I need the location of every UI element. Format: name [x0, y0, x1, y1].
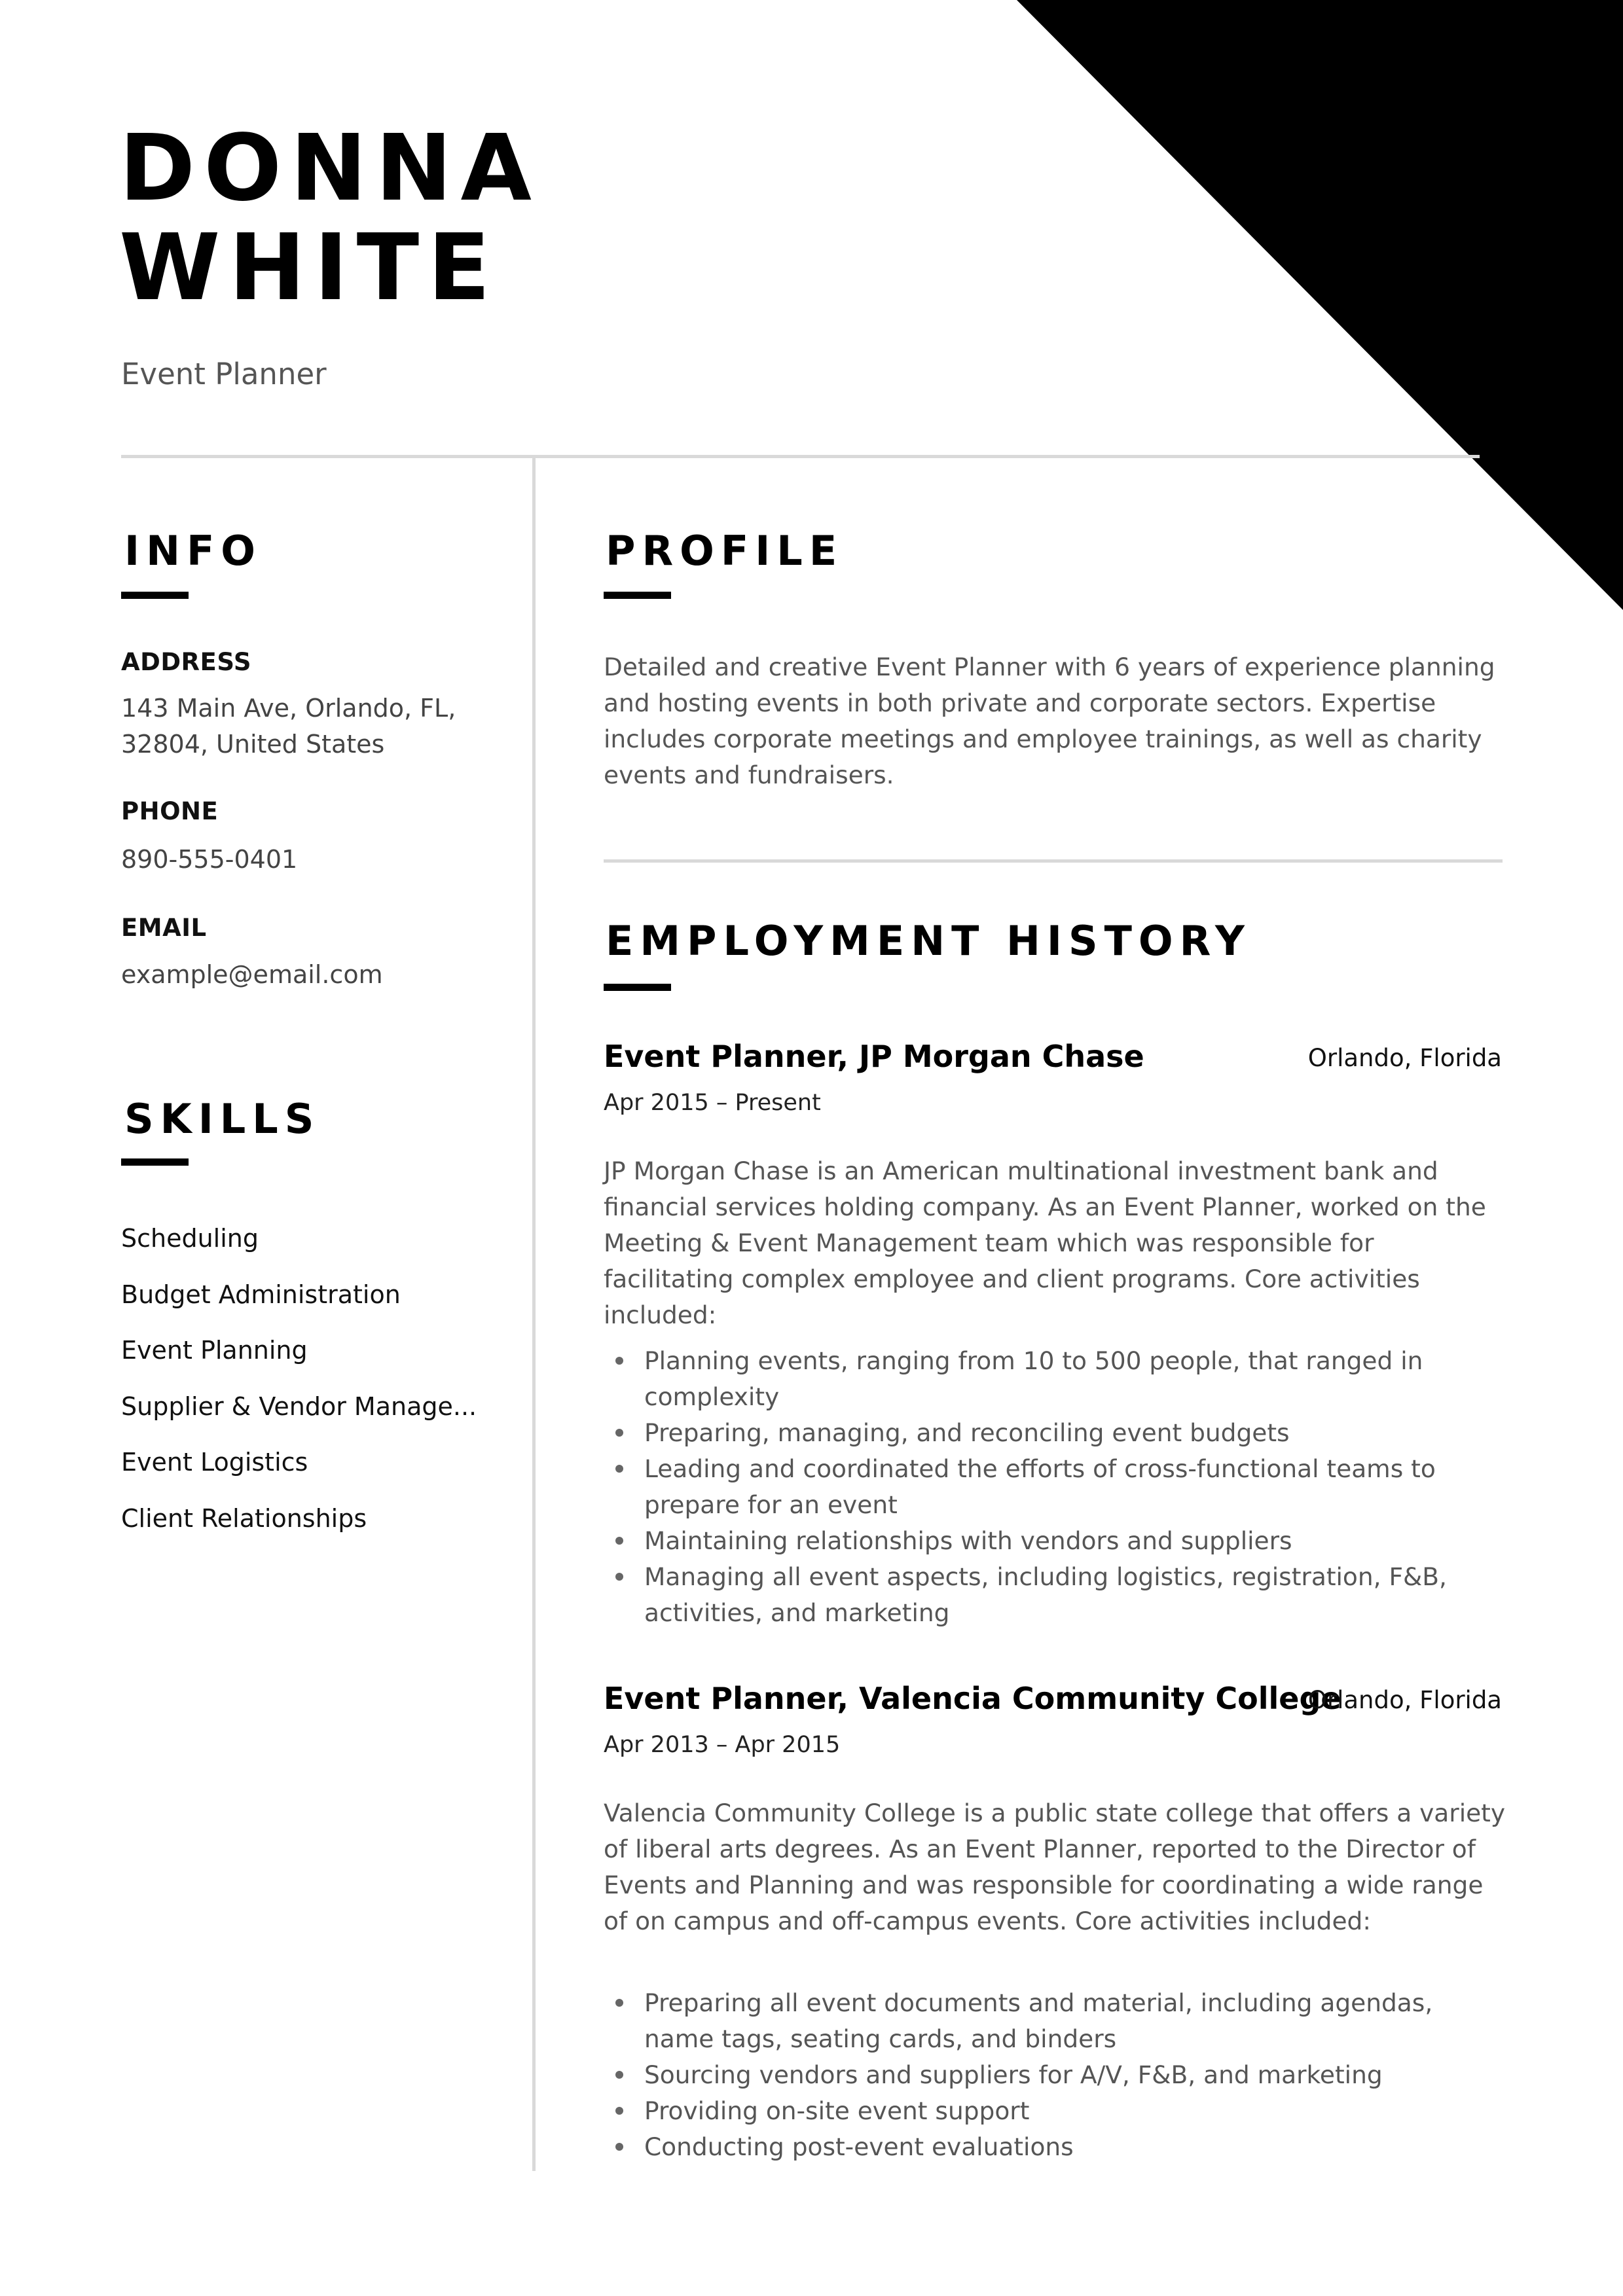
- job-title: Event Planner: [121, 357, 327, 391]
- bullet-icon: [615, 2071, 623, 2079]
- job-location: Orlando, Florida: [1307, 1686, 1502, 1714]
- job-description: Valencia Community College is a public state college that offers a variety of liberal arts degrees. As an Event Planner, reported to the Director of Events and Planning and was responsible for coordinating a wide range of on campus and off-campus events. Core activities included:: [604, 1799, 1506, 1935]
- bullet-text: Preparing, managing, and reconciling event budgets: [644, 1418, 1290, 1447]
- bullet-icon: [615, 1465, 623, 1473]
- header-divider: [121, 455, 1480, 458]
- bullet-icon: [615, 1429, 623, 1437]
- info-heading: INFO: [124, 527, 263, 575]
- bullet-icon: [615, 1357, 623, 1365]
- job-bullet: [604, 1523, 1507, 1559]
- bullet-text: Preparing all event documents and material, including agendas, name tags, seating cards, and binders: [644, 1988, 1433, 2053]
- bullet-text: Sourcing vendors and suppliers for A/V, F&B, and marketing: [644, 2060, 1383, 2089]
- profile-divider: [604, 859, 1503, 863]
- job-description: JP Morgan Chase is an American multinational investment bank and financial services holding company. As an Event Planner, worked on the Meeting & Event Management team which was responsible for facilitating complex employee and client programs. Core activities included:: [604, 1157, 1486, 1329]
- job-position: Event Planner, JP Morgan Chase: [604, 1039, 1144, 1074]
- job-bullet: [604, 1985, 1507, 2057]
- column-divider: [532, 458, 536, 2171]
- job-bullets: [604, 1343, 1507, 1631]
- bullet-text: Conducting post-event evaluations: [644, 2132, 1074, 2161]
- employment-heading-underline: [604, 984, 671, 991]
- last-name: WHITE: [119, 215, 499, 321]
- skill-item: Supplier & Vendor Manage...: [121, 1391, 477, 1421]
- bullet-text: Maintaining relationships with vendors and suppliers: [644, 1526, 1292, 1555]
- bullet-icon: [615, 2107, 623, 2115]
- address-line-2: 32804, United States: [121, 730, 385, 759]
- phone-value: 890-555-0401: [121, 845, 298, 874]
- profile-text: Detailed and creative Event Planner with 6 years of experience planning and hosting events in both private and corporate sectors. Expertise includes corporate meetings and employee trainings, as well as charity events and fundraisers.: [604, 653, 1495, 789]
- skill-item: Event Logistics: [121, 1448, 308, 1477]
- job-bullets: [604, 1985, 1507, 2165]
- bullet-icon: [615, 1537, 623, 1545]
- skill-item: Event Planning: [121, 1336, 308, 1365]
- skills-heading: SKILLS: [124, 1095, 321, 1143]
- candidate-name: [119, 115, 540, 321]
- bullet-icon: [615, 1999, 623, 2007]
- bullet-text: Managing all event aspects, including logistics, registration, F&B, activities, and marketing: [644, 1562, 1447, 1627]
- job-dates: Apr 2013 – Apr 2015: [604, 1732, 841, 1758]
- job-bullet: [604, 2093, 1507, 2129]
- skills-list: [121, 1211, 488, 1547]
- job-position: Event Planner, Valencia Community College: [604, 1681, 1341, 1716]
- job-bullet: [604, 1451, 1507, 1523]
- job-header: [604, 1039, 1502, 1078]
- skills-heading-underline: [121, 1158, 189, 1166]
- job-bullet: [604, 1343, 1507, 1415]
- email-value: example@email.com: [121, 960, 383, 989]
- job-bullet: [604, 2057, 1507, 2093]
- phone-label: PHONE: [121, 797, 219, 825]
- profile-heading-underline: [604, 592, 671, 599]
- bullet-text: Leading and coordinated the efforts of cross-functional teams to prepare for an event: [644, 1454, 1436, 1519]
- bullet-icon: [615, 1573, 623, 1581]
- job-header: [604, 1681, 1502, 1720]
- job-bullet: [604, 2129, 1507, 2165]
- bullet-text: Providing on-site event support: [644, 2096, 1030, 2125]
- employment-heading: EMPLOYMENT HISTORY: [606, 917, 1251, 965]
- address-label: ADDRESS: [121, 648, 251, 676]
- first-name: DONNA: [119, 115, 540, 222]
- profile-heading: PROFILE: [606, 527, 844, 575]
- address-line-1: 143 Main Ave, Orlando, FL,: [121, 694, 456, 723]
- job-bullet: [604, 1415, 1507, 1451]
- skill-item: Scheduling: [121, 1224, 259, 1253]
- email-label: EMAIL: [121, 914, 207, 942]
- job-location: Orlando, Florida: [1307, 1044, 1502, 1072]
- job-dates: Apr 2015 – Present: [604, 1090, 821, 1116]
- bullet-text: Planning events, ranging from 10 to 500 people, that ranged in complexity: [644, 1346, 1423, 1411]
- info-heading-underline: [121, 592, 189, 599]
- skill-item: Client Relationships: [121, 1503, 367, 1533]
- job-bullet: [604, 1559, 1507, 1631]
- bullet-icon: [615, 2143, 623, 2151]
- skill-item: Budget Administration: [121, 1280, 401, 1309]
- address-value: [121, 691, 488, 762]
